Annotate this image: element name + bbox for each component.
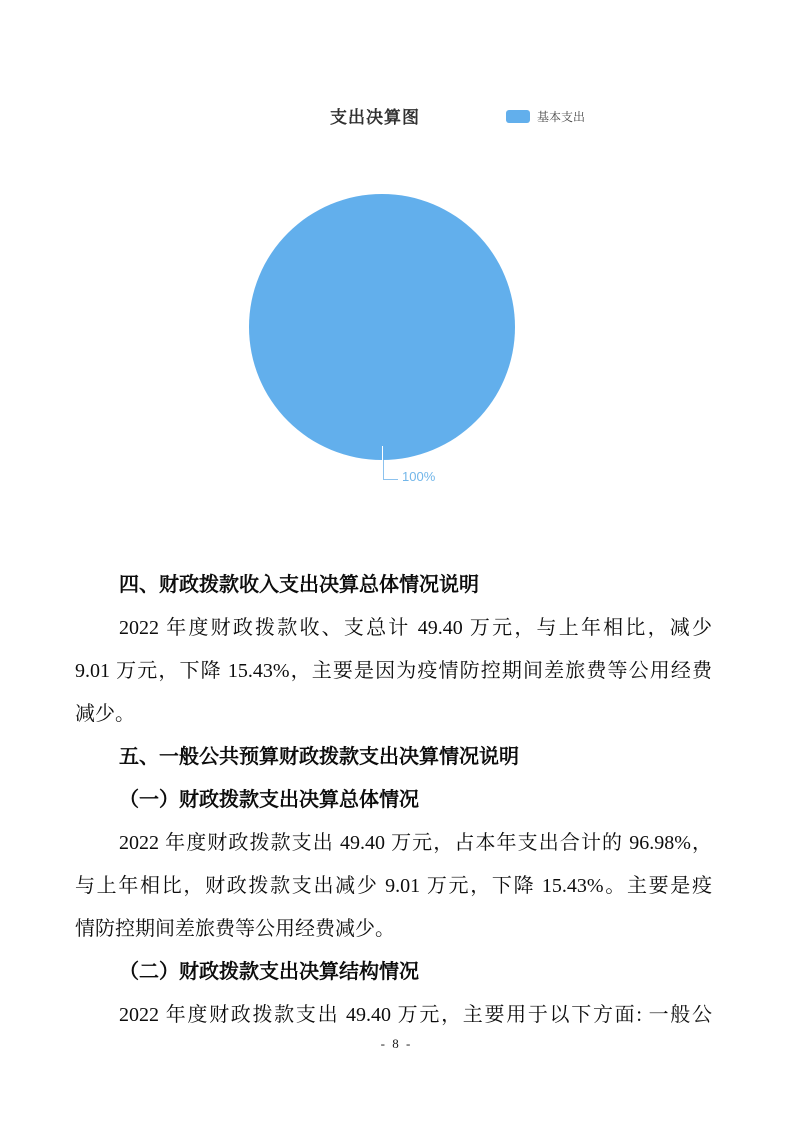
heading-section-4: 四、财政拨款收入支出决算总体情况说明: [119, 574, 479, 596]
page-number: - 8 -: [380, 1036, 413, 1051]
legend-label: 基本支出: [537, 110, 586, 124]
paragraph-line: 9.01 万元，下降 15.43%，主要是因为疫情防控期间差旅费等公用经费: [75, 660, 712, 682]
paragraph-line: 减少。: [75, 703, 135, 725]
paragraph-line: 2022 年度财政拨款支出 49.40 万元，主要用于以下方面: 一般公: [119, 1004, 712, 1026]
chart-title: 支出决算图: [330, 108, 420, 127]
paragraph-line: 情防控期间差旅费等公用经费减少。: [75, 918, 395, 940]
chart-legend: [506, 108, 585, 125]
pie-slice-boundary: [382, 446, 383, 461]
legend-swatch-basic-expenditure: [506, 110, 530, 123]
pie-data-label: 100%: [402, 469, 436, 484]
paragraph-line: 与上年相比，财政拨款支出减少 9.01 万元，下降 15.43%。主要是疫: [75, 875, 712, 897]
heading-section-5: 五、一般公共预算财政拨款支出决算情况说明: [119, 746, 519, 768]
pie-label-leader-line: [383, 460, 398, 480]
document-body: [75, 564, 712, 1037]
subheading-section-5-1: （一）财政拨款支出决算总体情况: [119, 789, 419, 811]
paragraph-line: 2022 年度财政拨款收、支总计 49.40 万元，与上年相比，减少: [119, 617, 712, 639]
paragraph-line: 2022 年度财政拨款支出 49.40 万元，占本年支出合计的 96.98%，: [119, 832, 712, 854]
pie-slice-basic-expenditure: [249, 194, 515, 460]
subheading-section-5-2: （二）财政拨款支出决算结构情况: [119, 961, 419, 983]
